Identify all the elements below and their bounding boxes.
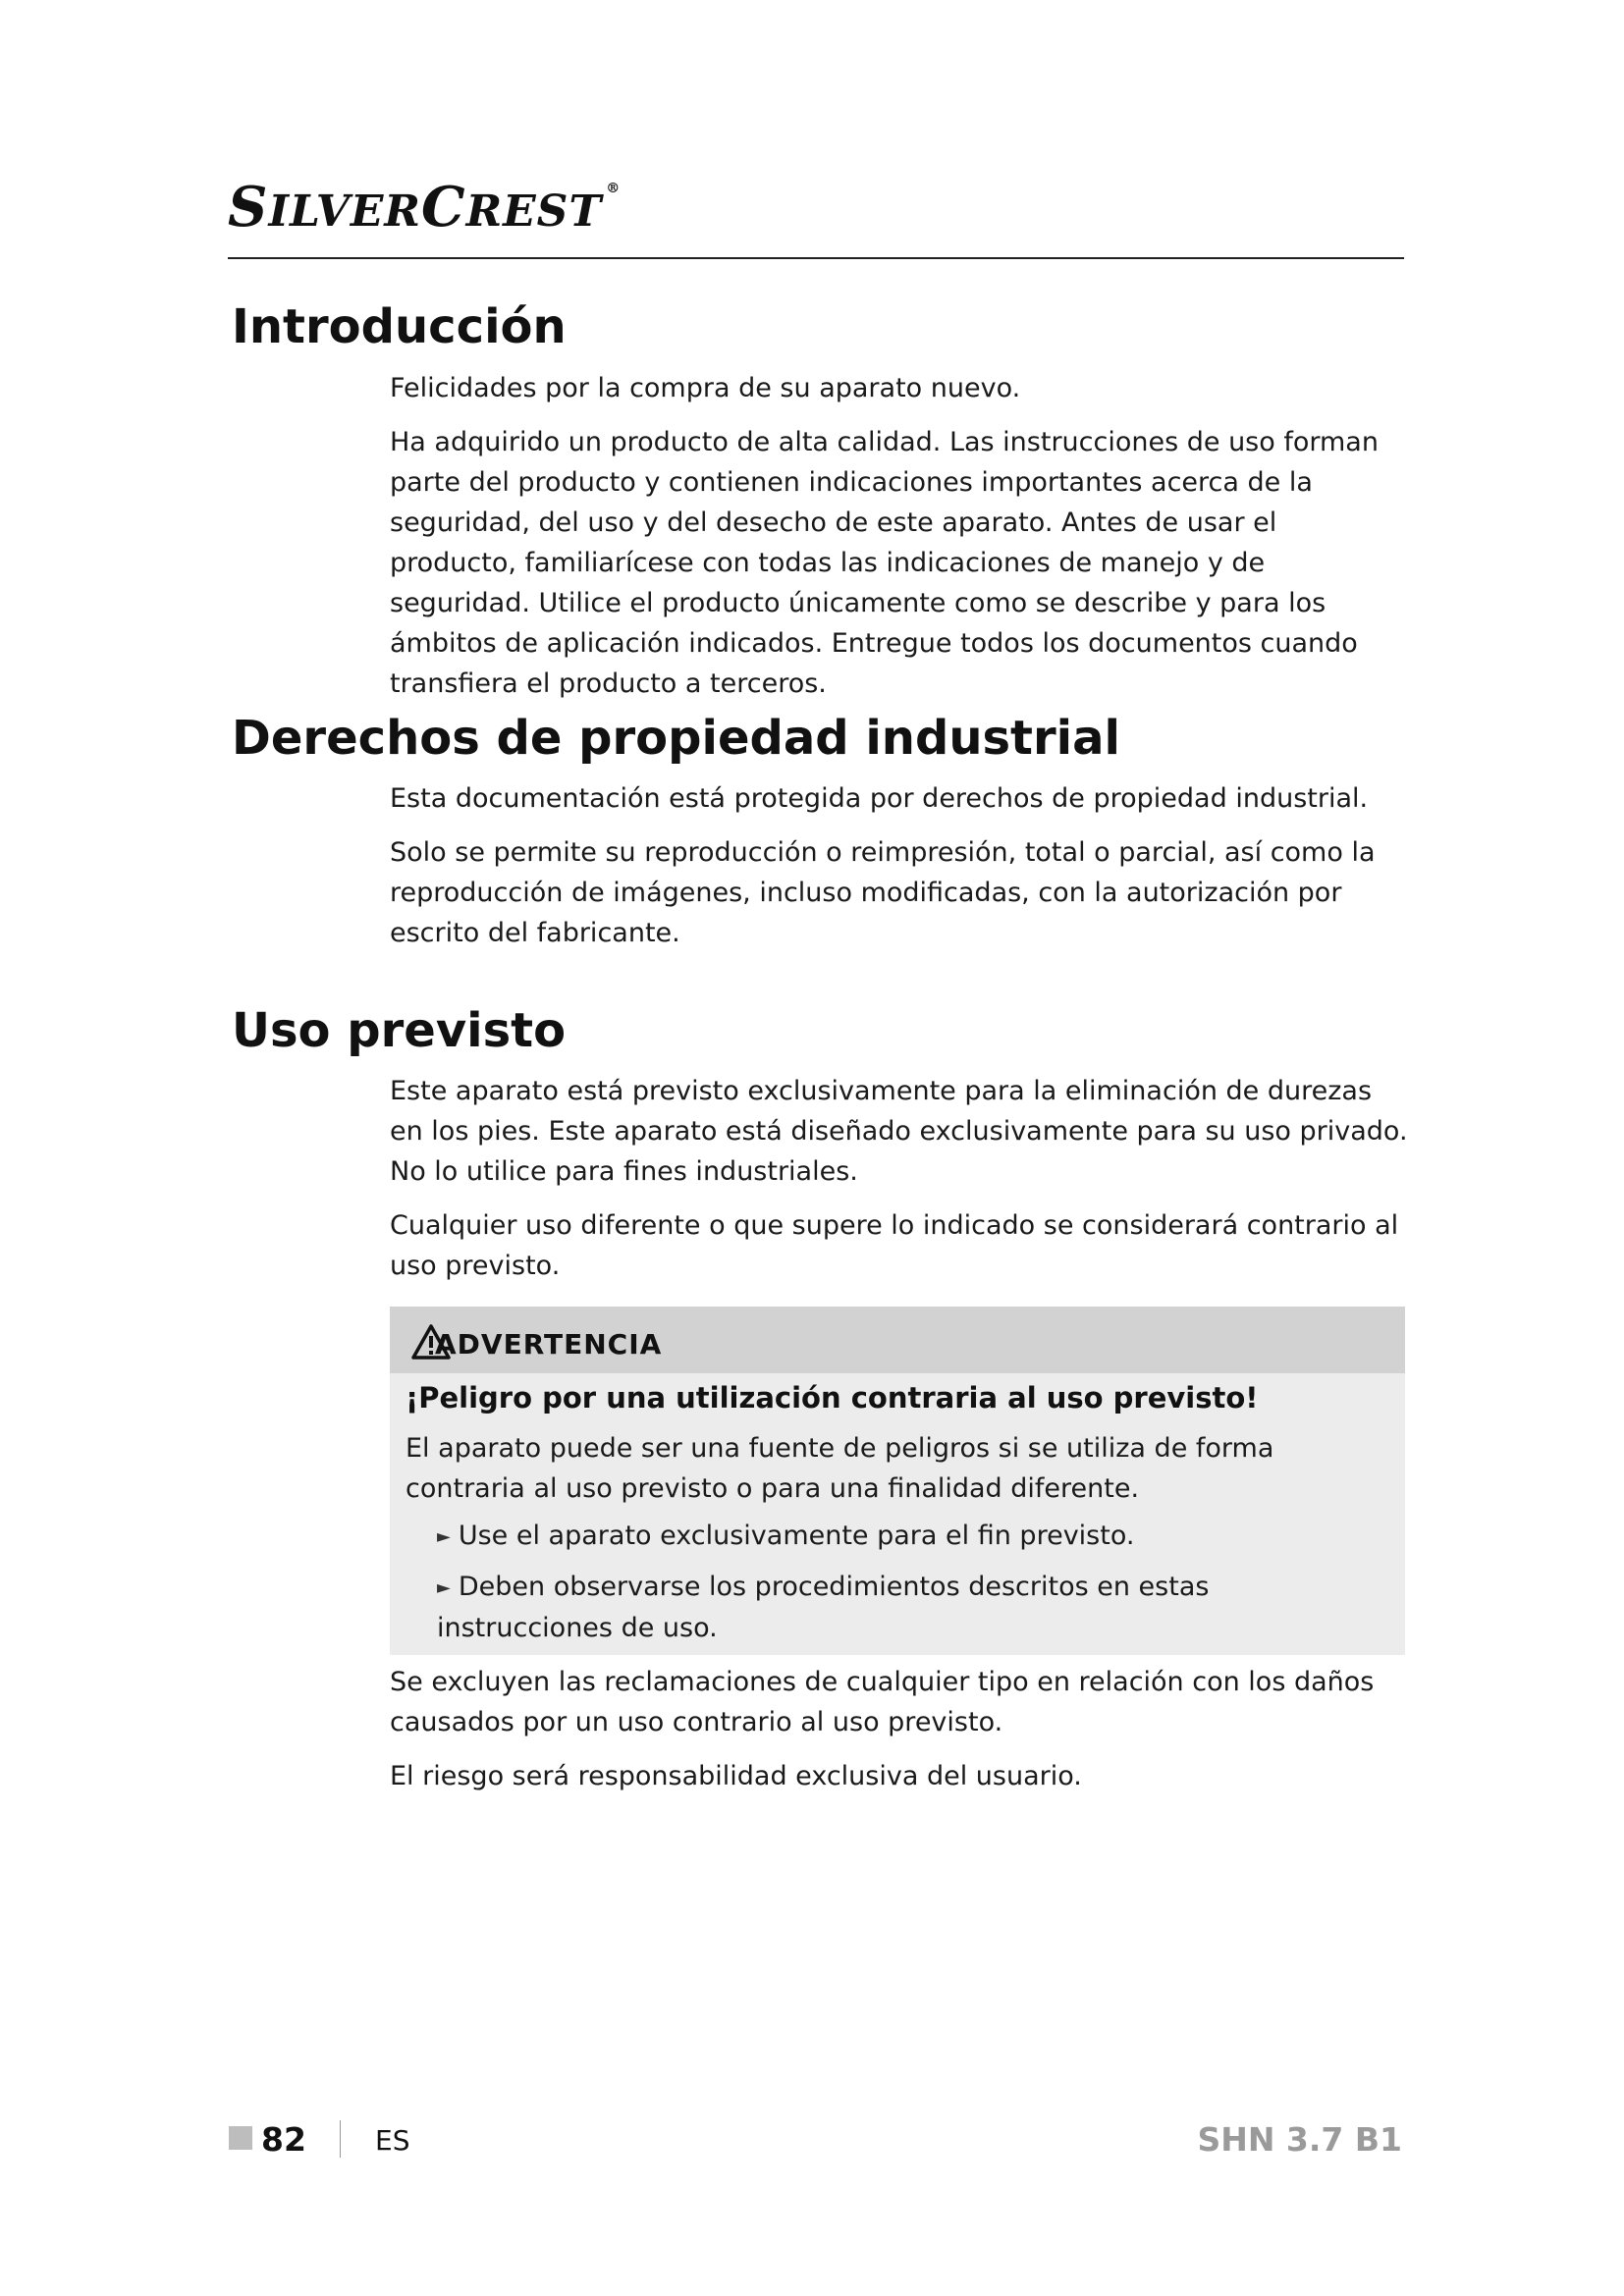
rights-paragraph-2: Solo se permite su reproducción o reimpresión, total o parcial, así como la reproducción de imágenes, incluso modificadas, con la autorización por escrito del fabricante. xyxy=(390,837,1376,948)
rights-paragraph-1: Esta documentación está protegida por derechos de propiedad industrial. xyxy=(390,783,1369,814)
intro-paragraph-1: Felicidades por la compra de su aparato nuevo. xyxy=(390,373,1021,403)
use-paragraph-4: El riesgo será responsabilidad exclusiva del usuario. xyxy=(390,1761,1082,1791)
warning-bullet-item xyxy=(437,1567,1380,1648)
page-number: 82 xyxy=(261,2120,306,2159)
warning-header xyxy=(390,1307,1405,1373)
warning-text: El aparato puede ser una fuente de peligros si se utiliza de forma contraria al uso previsto o para una finalidad diferente. xyxy=(406,1433,1274,1504)
footer-language: ES xyxy=(375,2124,410,2157)
warning-heading: ¡Peligro por una utilización contraria al uso previsto! xyxy=(406,1381,1259,1415)
use-paragraph-2: Cualquier uso diferente o que supere lo indicado se considerará contrario al uso previsto. xyxy=(390,1210,1399,1281)
bullet-arrow-icon: ► xyxy=(437,1526,451,1547)
warning-bullet-text: Deben observarse los procedimientos descritos en estas instrucciones de uso. xyxy=(437,1572,1210,1643)
footer-separator xyxy=(340,2120,341,2158)
registered-mark: ® xyxy=(606,181,622,196)
footer-model: SHN 3.7 B1 xyxy=(1197,2120,1402,2159)
brand-logo: SILVERCREST ® xyxy=(228,175,622,240)
intro-paragraph-2: Ha adquirido un producto de alta calidad. Las instrucciones de uso forman parte del producto y contienen indicaciones importantes acerca de la seguridad, del uso y del desecho de este aparato. Antes de usar el producto, familiarícese con todas las indicaciones de manejo y de seguridad. Utilice el producto únicamente como se describe y para los ámbitos de aplicación indicados. Entregue todos los documentos cuando transfiera el producto a terceros. xyxy=(390,427,1379,699)
use-paragraph-1: Este aparato está previsto exclusivamente para la eliminación de durezas en los pies. Este aparato está diseñado exclusivamente para su uso privado. xyxy=(390,1076,1408,1147)
warning-bullet-item xyxy=(437,1516,1380,1557)
use-paragraph-3: Se excluyen las reclamaciones de cualquier tipo en relación con los daños causados por un uso contrario al uso previsto. xyxy=(390,1667,1375,1737)
bullet-arrow-icon: ► xyxy=(437,1577,451,1598)
footer-square-marker xyxy=(229,2126,252,2150)
warning-box xyxy=(390,1307,1405,1655)
warning-bullet-text: Use el aparato exclusivamente para el fin previsto. xyxy=(458,1521,1135,1551)
heading-uso-previsto: Uso previsto xyxy=(232,1003,567,1058)
header-rule xyxy=(228,257,1404,259)
warning-label: ADVERTENCIA xyxy=(435,1328,663,1361)
heading-introduccion: Introducción xyxy=(232,299,567,354)
use-paragraph-1b: No lo utilice para fines industriales. xyxy=(390,1156,858,1187)
heading-derechos: Derechos de propiedad industrial xyxy=(232,711,1120,766)
